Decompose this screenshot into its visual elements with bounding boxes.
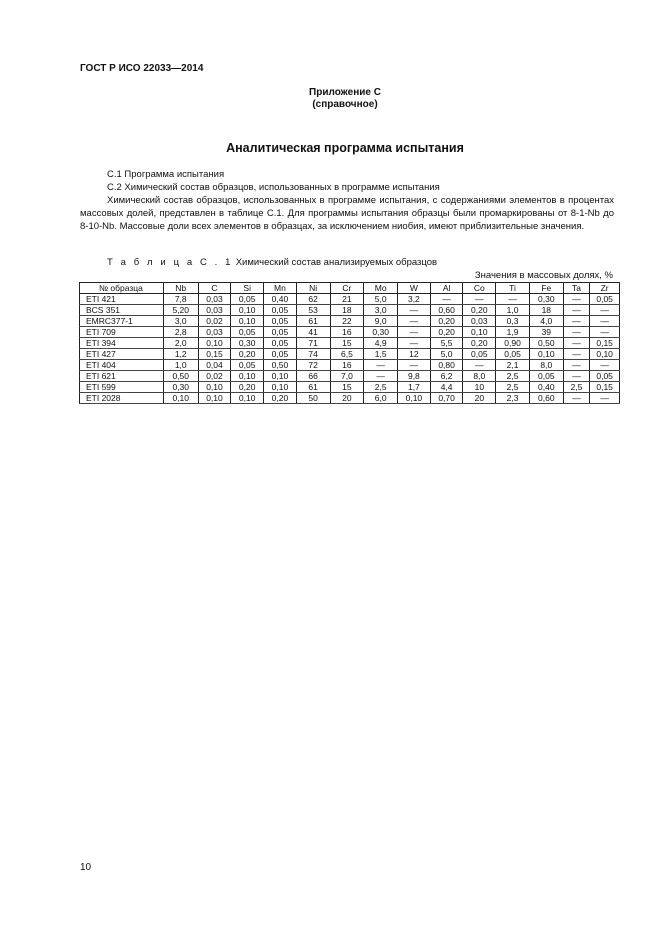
value-cell: 0,05 [590, 294, 620, 305]
value-cell: 0,10 [198, 382, 231, 393]
sample-id-cell: ETI 404 [80, 360, 164, 371]
value-cell: 0,20 [463, 305, 496, 316]
value-cell: 0,30 [231, 338, 264, 349]
value-cell: 1,5 [364, 349, 398, 360]
value-cell: 0,10 [198, 338, 231, 349]
value-cell: 0,03 [198, 294, 231, 305]
column-header: Fe [529, 283, 563, 294]
value-cell: 0,20 [430, 327, 463, 338]
table-units-note: Значения в массовых долях, % [474, 270, 613, 281]
paragraph-c1: С.1 Программа испытания [107, 169, 225, 180]
value-cell: — [463, 360, 496, 371]
value-cell: 0,10 [398, 393, 431, 404]
value-cell: — [563, 316, 590, 327]
value-cell: 0,3 [496, 316, 530, 327]
value-cell: 0,20 [231, 382, 264, 393]
value-cell: — [563, 393, 590, 404]
column-header: W [398, 283, 431, 294]
value-cell: — [590, 327, 620, 338]
value-cell: — [590, 316, 620, 327]
value-cell: — [563, 294, 590, 305]
value-cell: 18 [330, 305, 364, 316]
value-cell: 0,50 [163, 371, 198, 382]
value-cell: 1,0 [163, 360, 198, 371]
value-cell: 15 [330, 382, 364, 393]
value-cell: 0,50 [264, 360, 297, 371]
sample-id-cell: ETI 709 [80, 327, 164, 338]
value-cell: 0,10 [198, 393, 231, 404]
value-cell: 3,2 [398, 294, 431, 305]
value-cell: 1,2 [163, 349, 198, 360]
value-cell: 2,0 [163, 338, 198, 349]
value-cell: 0,50 [529, 338, 563, 349]
value-cell: 5,5 [430, 338, 463, 349]
value-cell: 0,05 [231, 327, 264, 338]
value-cell: 0,03 [198, 305, 231, 316]
value-cell: — [563, 349, 590, 360]
value-cell: 10 [463, 382, 496, 393]
column-header: Nb [163, 283, 198, 294]
column-header: Zr [590, 283, 620, 294]
value-cell: 0,15 [590, 382, 620, 393]
sample-id-cell: EMRC377-1 [80, 316, 164, 327]
value-cell: 0,30 [163, 382, 198, 393]
value-cell: 0,05 [264, 349, 297, 360]
value-cell: 4,9 [364, 338, 398, 349]
value-cell: 41 [296, 327, 330, 338]
value-cell: 20 [463, 393, 496, 404]
value-cell: — [563, 360, 590, 371]
table-row [80, 338, 620, 349]
value-cell: 0,40 [529, 382, 563, 393]
value-cell: 3,0 [364, 305, 398, 316]
sample-id-cell: BCS 351 [80, 305, 164, 316]
value-cell: 2,1 [496, 360, 530, 371]
value-cell: 8,0 [463, 371, 496, 382]
table-row [80, 360, 620, 371]
value-cell: — [398, 327, 431, 338]
value-cell: 0,10 [264, 371, 297, 382]
value-cell: — [563, 305, 590, 316]
table-row [80, 316, 620, 327]
value-cell: 15 [330, 338, 364, 349]
value-cell: 62 [296, 294, 330, 305]
value-cell: — [364, 371, 398, 382]
value-cell: 0,03 [463, 316, 496, 327]
column-header: Ni [296, 283, 330, 294]
column-header: Cr [330, 283, 364, 294]
value-cell: 2,5 [563, 382, 590, 393]
value-cell: 1,9 [496, 327, 530, 338]
table-caption-label: Т а б л и ц а С . 1 [107, 257, 234, 268]
value-cell: 4,0 [529, 316, 563, 327]
value-cell: 71 [296, 338, 330, 349]
value-cell: 72 [296, 360, 330, 371]
value-cell: 18 [529, 305, 563, 316]
value-cell: 61 [296, 382, 330, 393]
value-cell: 0,02 [198, 371, 231, 382]
sample-id-cell: ETI 621 [80, 371, 164, 382]
section-title: Аналитическая программа испытания [226, 141, 464, 155]
value-cell: — [563, 371, 590, 382]
value-cell: 0,05 [264, 316, 297, 327]
value-cell: 0,90 [496, 338, 530, 349]
page-number: 10 [80, 862, 92, 873]
annex-subtitle: (справочное) [312, 99, 378, 110]
value-cell: 22 [330, 316, 364, 327]
column-header: Ta [563, 283, 590, 294]
value-cell: 20 [330, 393, 364, 404]
value-cell: 0,02 [198, 316, 231, 327]
value-cell: — [398, 305, 431, 316]
column-header: Mn [264, 283, 297, 294]
value-cell: 66 [296, 371, 330, 382]
value-cell: 0,40 [264, 294, 297, 305]
value-cell: 61 [296, 316, 330, 327]
value-cell: — [563, 338, 590, 349]
value-cell: 0,05 [264, 338, 297, 349]
value-cell: 0,04 [198, 360, 231, 371]
value-cell: 0,80 [430, 360, 463, 371]
value-cell: — [463, 294, 496, 305]
sample-id-cell: ETI 421 [80, 294, 164, 305]
value-cell: 9,0 [364, 316, 398, 327]
value-cell: — [590, 360, 620, 371]
value-cell: — [590, 393, 620, 404]
value-cell: 53 [296, 305, 330, 316]
standard-number: ГОСТ Р ИСО 22033—2014 [80, 63, 204, 74]
table-row [80, 327, 620, 338]
value-cell: 1,0 [496, 305, 530, 316]
value-cell: 0,15 [198, 349, 231, 360]
value-cell: — [398, 360, 431, 371]
value-cell: 0,10 [163, 393, 198, 404]
table-row [80, 294, 620, 305]
value-cell: 74 [296, 349, 330, 360]
body-paragraph: Химический состав образцов, использованных в программе испытания, с содержаниями элементов в процентах массовых долей, представлен в таблице С.1. Для программы испытания образцы были промаркированы от 8-1-Nb до 8-10-Nb. Массовые доли всех элементов в образцах, за исключением ниобия, имеют приблизительные значения. [80, 195, 614, 233]
value-cell: 0,05 [463, 349, 496, 360]
value-cell: 1,7 [398, 382, 431, 393]
value-cell: 6,2 [430, 371, 463, 382]
table-header-row [80, 283, 620, 294]
value-cell: 3,0 [163, 316, 198, 327]
paragraph-c2: С.2 Химический состав образцов, использованных в программе испытания [107, 182, 440, 193]
value-cell: — [430, 294, 463, 305]
value-cell: 0,60 [430, 305, 463, 316]
value-cell: 6,0 [364, 393, 398, 404]
value-cell: 0,70 [430, 393, 463, 404]
value-cell: 16 [330, 327, 364, 338]
value-cell: 50 [296, 393, 330, 404]
column-header: C [198, 283, 231, 294]
value-cell: 2,5 [364, 382, 398, 393]
value-cell: 8,0 [529, 360, 563, 371]
value-cell: 0,05 [264, 327, 297, 338]
value-cell: — [563, 327, 590, 338]
value-cell: — [398, 316, 431, 327]
value-cell: 2,5 [496, 382, 530, 393]
table-row [80, 393, 620, 404]
annex-title: Приложение С [309, 87, 381, 98]
column-header: № образца [80, 283, 164, 294]
value-cell: 2,5 [496, 371, 530, 382]
value-cell: 0,10 [231, 305, 264, 316]
value-cell: 0,20 [463, 338, 496, 349]
value-cell: 0,30 [529, 294, 563, 305]
sample-id-cell: ETI 394 [80, 338, 164, 349]
value-cell: 0,05 [264, 305, 297, 316]
value-cell: 7,8 [163, 294, 198, 305]
sample-id-cell: ETI 427 [80, 349, 164, 360]
column-header: Mo [364, 283, 398, 294]
value-cell: 4,4 [430, 382, 463, 393]
value-cell: — [398, 338, 431, 349]
column-header: Al [430, 283, 463, 294]
table-caption-text: Химический состав анализируемых образцов [235, 257, 438, 268]
value-cell: 2,3 [496, 393, 530, 404]
value-cell: — [364, 360, 398, 371]
value-cell: 0,10 [463, 327, 496, 338]
value-cell: 0,10 [231, 371, 264, 382]
column-header: Ti [496, 283, 530, 294]
table-row [80, 371, 620, 382]
value-cell: 0,05 [529, 371, 563, 382]
value-cell: 0,10 [231, 393, 264, 404]
value-cell: 0,20 [231, 349, 264, 360]
column-header: Co [463, 283, 496, 294]
value-cell: 5,0 [364, 294, 398, 305]
table-caption [107, 257, 437, 268]
table-row [80, 382, 620, 393]
value-cell: 0,10 [590, 349, 620, 360]
value-cell: 0,15 [590, 338, 620, 349]
value-cell: — [496, 294, 530, 305]
value-cell: 21 [330, 294, 364, 305]
value-cell: — [590, 305, 620, 316]
value-cell: 5,20 [163, 305, 198, 316]
value-cell: 39 [529, 327, 563, 338]
sample-id-cell: ETI 599 [80, 382, 164, 393]
value-cell: 0,10 [231, 316, 264, 327]
value-cell: 0,20 [264, 393, 297, 404]
value-cell: 0,05 [231, 294, 264, 305]
value-cell: 0,03 [198, 327, 231, 338]
value-cell: 0,20 [430, 316, 463, 327]
value-cell: 0,05 [231, 360, 264, 371]
value-cell: 0,10 [529, 349, 563, 360]
value-cell: 12 [398, 349, 431, 360]
value-cell: 0,05 [590, 371, 620, 382]
column-header: Si [231, 283, 264, 294]
value-cell: 6,5 [330, 349, 364, 360]
table-row [80, 305, 620, 316]
value-cell: 9,8 [398, 371, 431, 382]
value-cell: 0,30 [364, 327, 398, 338]
value-cell: 5,0 [430, 349, 463, 360]
value-cell: 16 [330, 360, 364, 371]
composition-table [79, 282, 620, 404]
value-cell: 2,8 [163, 327, 198, 338]
value-cell: 0,05 [496, 349, 530, 360]
sample-id-cell: ETI 2028 [80, 393, 164, 404]
value-cell: 7,0 [330, 371, 364, 382]
value-cell: 0,60 [529, 393, 563, 404]
value-cell: 0,10 [264, 382, 297, 393]
table-row [80, 349, 620, 360]
